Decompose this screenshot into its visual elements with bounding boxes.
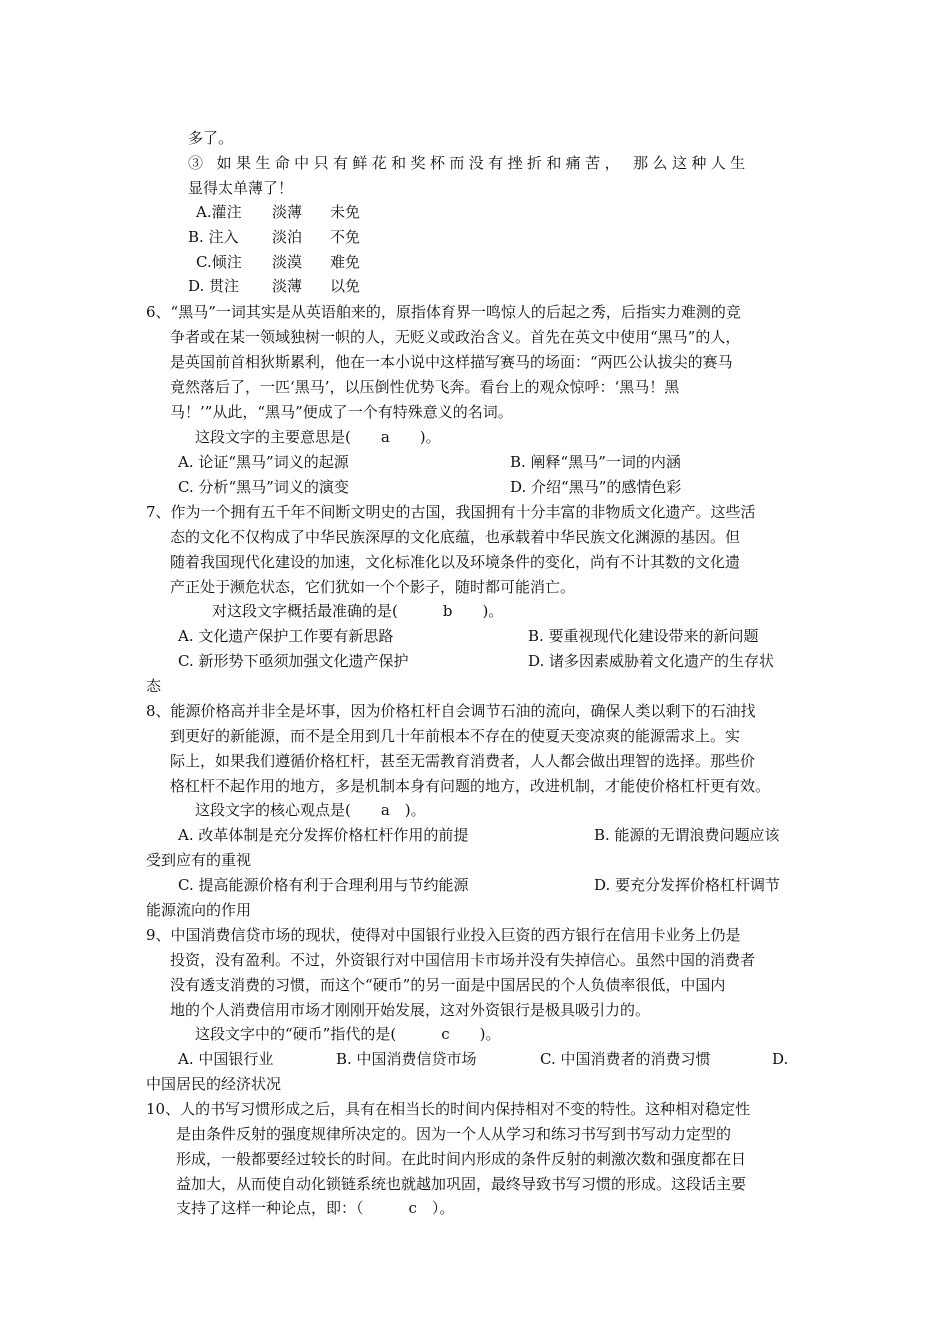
q7-option-d: D. 诸多因素威胁着文化遗产的生存状 [528, 652, 775, 670]
q7-stem-line: 产正处于濒危状态，它们犹如一个个影子，随时都可能消亡。 [170, 578, 576, 596]
q6-stem-line: 马！’”从此，“黑马”便成了一个有特殊意义的名词。 [170, 403, 513, 421]
q5-option-b-word1: 淡泊 [272, 228, 303, 246]
q5-option-a-label: A.灌注 [196, 203, 242, 221]
q5-option-d-word1: 淡薄 [272, 277, 303, 295]
q6-stem-line: 6、“黑马”一词其实是从英语舶来的，原指体育界一鸣惊人的后起之秀，后指实力难测的竞 [146, 303, 741, 321]
q5-option-a-word2: 未免 [330, 203, 361, 221]
q5-option-c-label: C.倾注 [196, 253, 242, 271]
q7-stem-line: 7、作为一个拥有五千年不间断文明史的古国，我国拥有十分丰富的非物质文化遗产。这些活 [146, 503, 756, 521]
q9-stem-line: 投资，没有盈利。不过，外资银行对中国信用卡市场并没有失掉信心。虽然中国的消费者 [170, 951, 756, 969]
q8-option-b: B. 能源的无谓浪费问题应该 [594, 826, 780, 844]
q9-option-d-wrap: 中国居民的经济状况 [146, 1075, 282, 1093]
q6-option-b: B. 阐释“黑马”一词的内涵 [510, 453, 681, 471]
q8-stem-line: 际上，如果我们遵循价格杠杆，甚至无需教育消费者，人人都会做出理智的选择。那些价 [170, 752, 756, 770]
q5-option-b-label: B. 注入 [188, 228, 239, 246]
q9-question: 这段文字中的“硬币”指代的是( c )。 [195, 1025, 501, 1043]
q9-stem-line: 没有透支消费的习惯，而这个“硬币”的另一面是中国居民的个人负债率很低，中国内 [170, 976, 726, 994]
q10-stem-line: 形成，一般都要经过较长的时间。在此时间内形成的条件反射的刺激次数和强度都在日 [176, 1150, 747, 1168]
q8-option-d-wrap: 能源流向的作用 [146, 901, 252, 919]
q5-tail-line: 多了。 [188, 129, 234, 147]
q8-stem-line: 格杠杆不起作用的地方，多是机制本身有问题的地方，改进机制，才能使价格杠杆更有效。 [170, 777, 771, 795]
q8-option-b-wrap: 受到应有的重视 [146, 851, 252, 869]
q8-option-c: C. 提高能源价格有利于合理利用与节约能源 [178, 876, 469, 894]
q6-stem-line: 是英国前首相狄斯累利，他在一本小说中这样描写赛马的场面：“两匹公认拔尖的赛马 [170, 353, 733, 371]
q5-option-a-word1: 淡薄 [272, 203, 303, 221]
q9-option-c: C. 中国消费者的消费习惯 [540, 1050, 711, 1068]
q10-question: 支持了这样一种论点，即：（ c ）。 [176, 1199, 455, 1217]
q5-option-c-word1: 淡漠 [272, 253, 303, 271]
q8-stem-line: 8、能源价格高并非全是坏事，因为价格杠杆自会调节石油的流向，确保人类以剩下的石油找 [146, 702, 756, 720]
q9-option-a: A. 中国银行业 [178, 1050, 274, 1068]
q7-option-c: C. 新形势下亟须加强文化遗产保护 [178, 652, 409, 670]
q5-option-c-word2: 难免 [330, 253, 361, 271]
q8-option-a: A. 改革体制是充分发挥价格杠杆作用的前提 [178, 826, 469, 844]
q6-option-d: D. 介绍“黑马”的感情色彩 [510, 478, 682, 496]
q8-question: 这段文字的核心观点是( a )。 [195, 801, 426, 819]
q5-option-d-label: D. 贯注 [188, 277, 240, 295]
q7-option-a: A. 文化遗产保护工作要有新思路 [178, 627, 394, 645]
q7-stem-line: 随着我国现代化建设的加速，文化标准化以及环境条件的变化，尚有不计其数的文化遗 [170, 553, 741, 571]
q5-option-d-word2: 以免 [330, 277, 361, 295]
q6-stem-line: 竟然落后了，一匹‘黑马’，以压倒性优势飞奔。看台上的观众惊呼：‘黑马！黑 [170, 378, 680, 396]
q6-option-a: A. 论证“黑马”词义的起源 [178, 453, 349, 471]
q5-tail-line: 显得太单薄了！ [188, 179, 294, 197]
q7-question: 对这段文字概括最准确的是( b )。 [212, 602, 504, 620]
q9-stem-line: 9、中国消费信贷市场的现状，使得对中国银行业投入巨资的西方银行在信用卡业务上仍是 [146, 926, 741, 944]
q8-option-d: D. 要充分发挥价格杠杆调节 [594, 876, 781, 894]
q7-option-b: B. 要重视现代化建设带来的新问题 [528, 627, 759, 645]
q9-option-d: D. [772, 1050, 789, 1068]
q10-stem-line: 是由条件反射的强度规律所决定的。因为一个人从学习和练习书写到书写动力定型的 [176, 1125, 732, 1143]
q7-stem-line: 态的文化不仅构成了中华民族深厚的文化底蕴，也承载着中华民族文化渊源的基因。但 [170, 528, 741, 546]
q6-stem-line: 争者或在某一领域独树一帜的人，无贬义或政治含义。首先在英文中使用“黑马”的人， [170, 328, 741, 346]
q6-option-c: C. 分析“黑马”词义的演变 [178, 478, 349, 496]
q5-item-3: ③ 如果生命中只有鲜花和奖杯而没有挫折和痛苦， 那么这种人生 [188, 154, 750, 172]
q9-option-b: B. 中国消费信贷市场 [336, 1050, 477, 1068]
q5-option-b-word2: 不免 [330, 228, 361, 246]
q9-stem-line: 地的个人消费信用市场才刚刚开始发展，这对外资银行是极具吸引力的。 [170, 1001, 651, 1019]
q6-question: 这段文字的主要意思是( a )。 [195, 428, 441, 446]
q10-stem-line: 益加大，从而使自动化锁链系统也就越加巩固，最终导致书写习惯的形成。这段话主要 [176, 1175, 747, 1193]
q7-option-d-wrap: 态 [146, 677, 162, 695]
q8-stem-line: 到更好的新能源，而不是全用到几十年前根本不存在的使夏天变凉爽的能源需求上。实 [170, 727, 741, 745]
q10-stem-line: 10、人的书写习惯形成之后，具有在相当长的时间内保持相对不变的特性。这种相对稳定性 [146, 1100, 751, 1118]
